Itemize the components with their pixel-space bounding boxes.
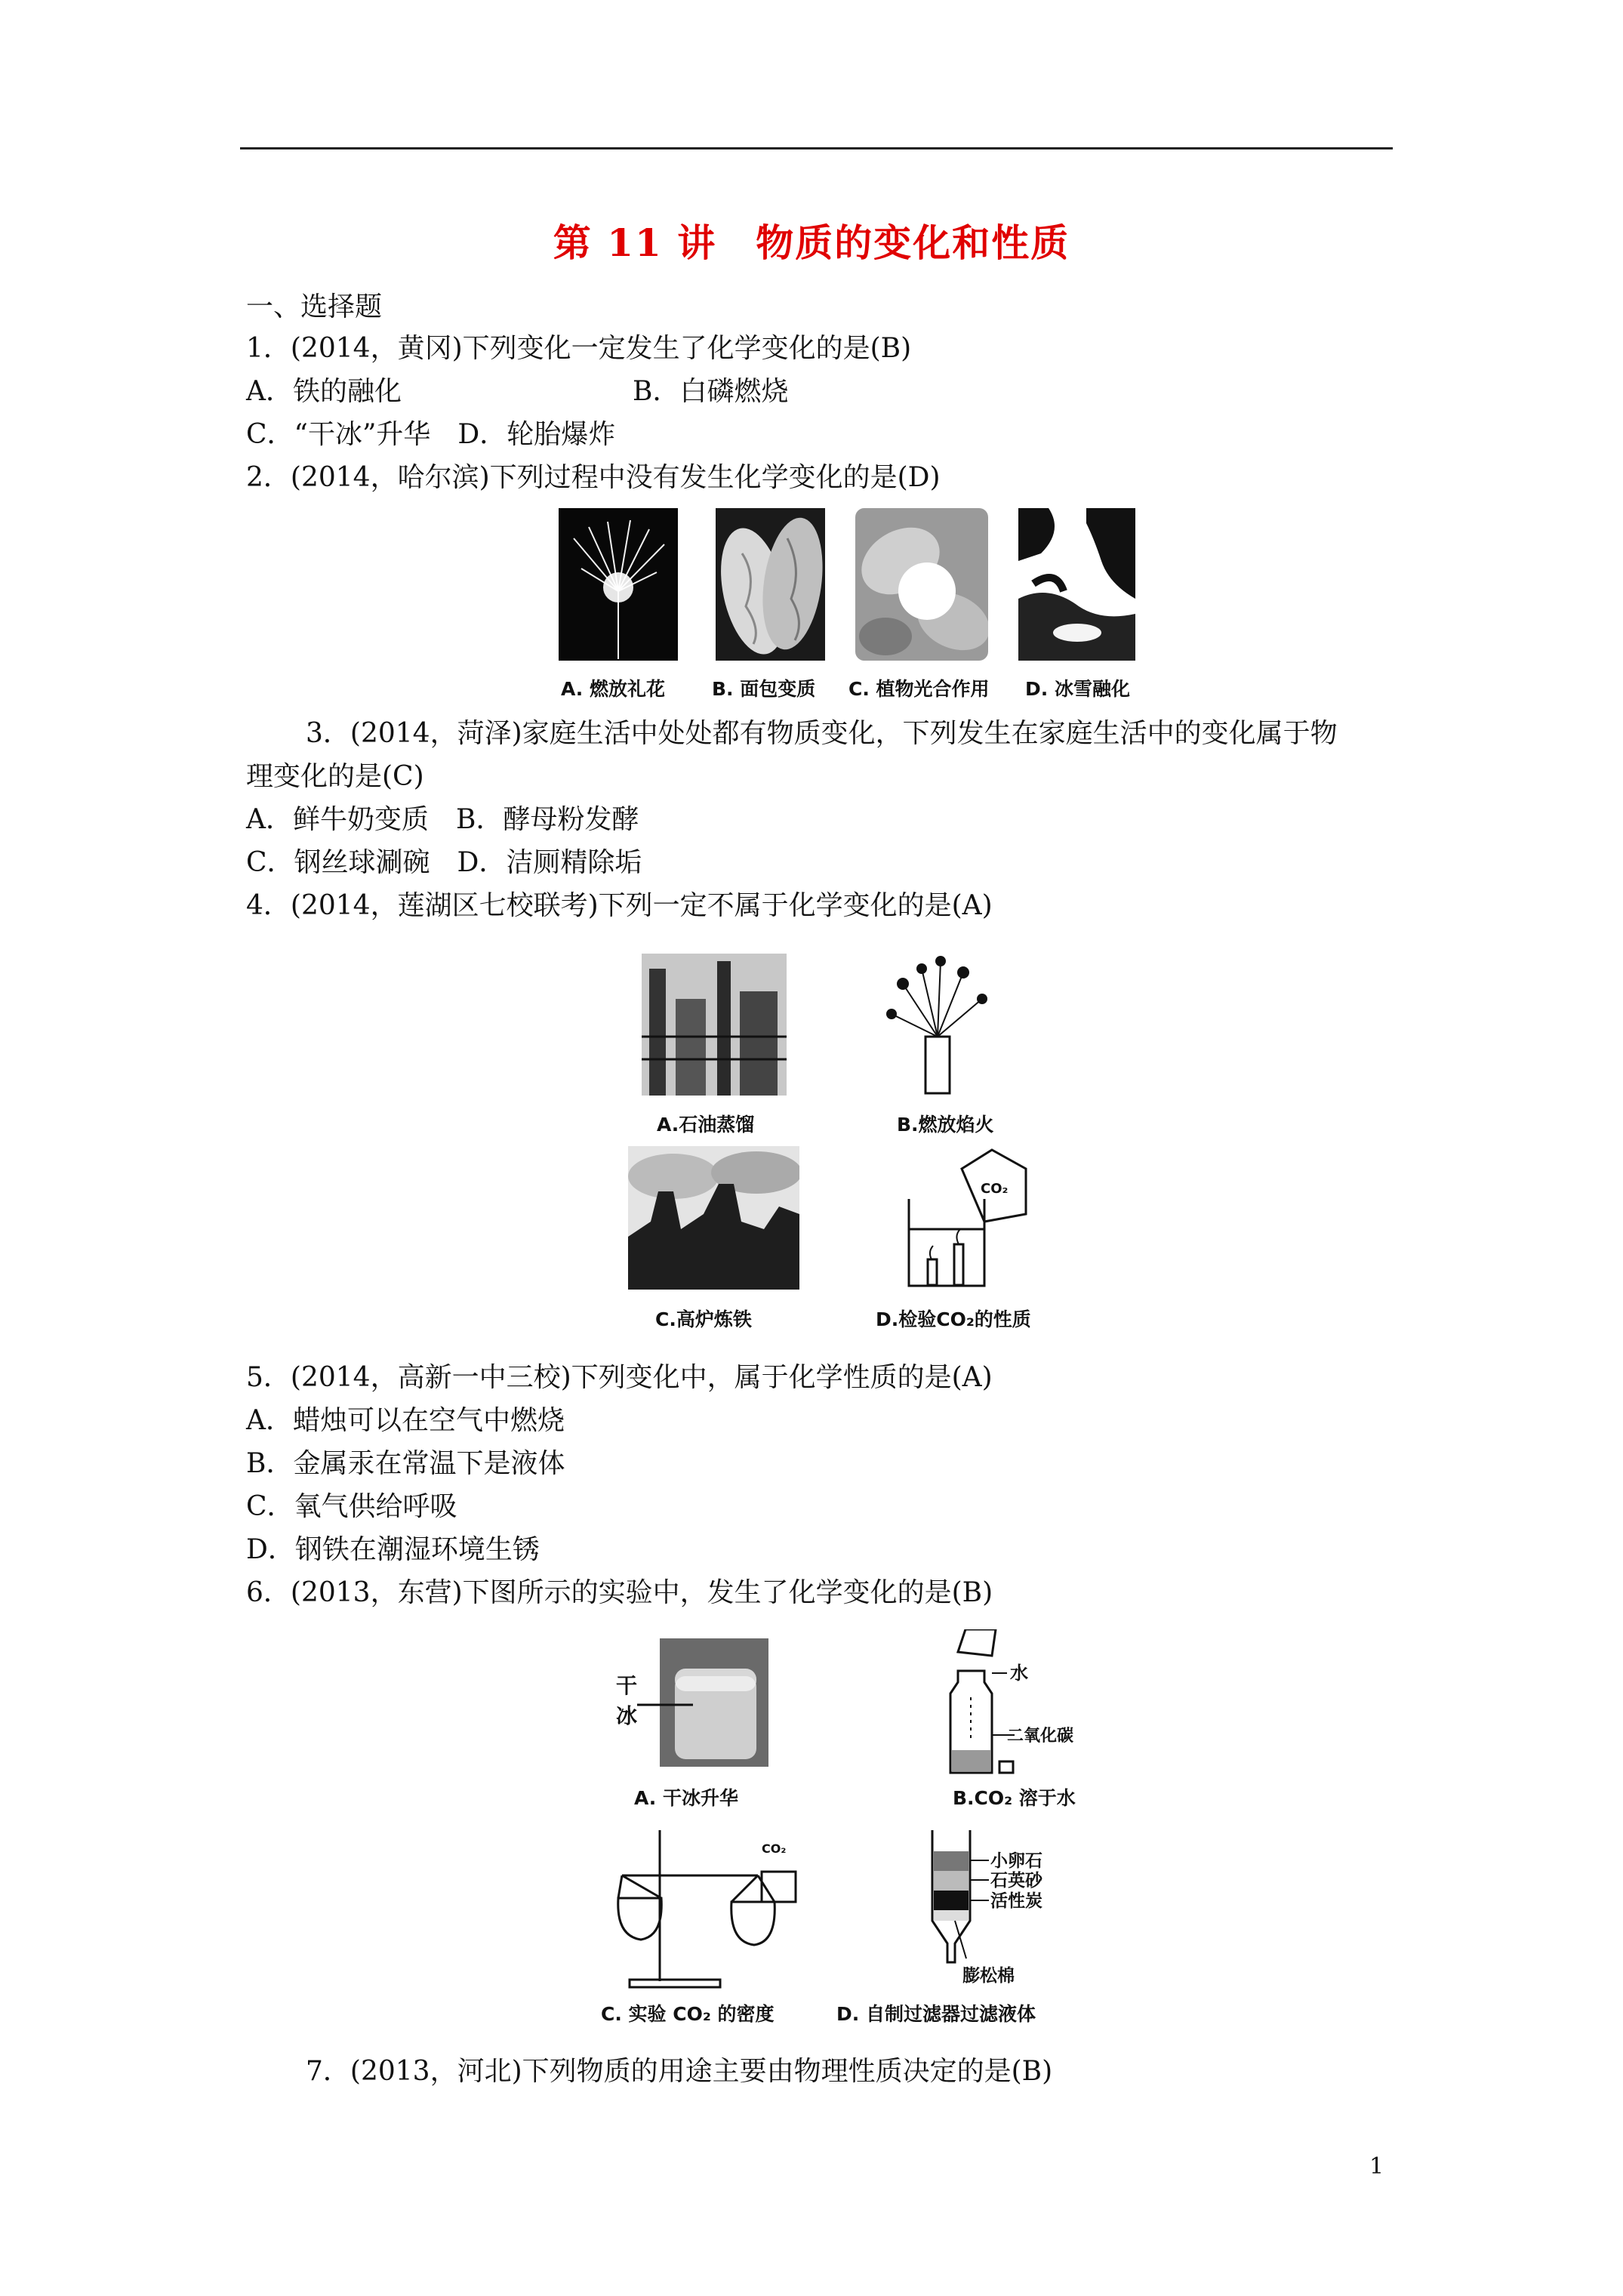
- q7-stem: 7．(2013，河北)下列物质的用途主要由物理性质决定的是(B): [306, 2056, 1053, 2087]
- q2-figure-d-snow-melting: [1018, 508, 1135, 661]
- q4-figure-d-co2-test: [894, 1146, 1030, 1290]
- q4-caption-d: D.检验CO₂的性质: [876, 1308, 1031, 1330]
- q5-stem: 5．(2014，高新一中三校)下列变化中，属于化学性质的是(A): [246, 1362, 993, 1393]
- q1-option-b: B．白磷燃烧: [633, 376, 789, 407]
- q6-figure-d-filter: [921, 1830, 1087, 1989]
- q6-dry-ice-label-1: 干: [616, 1673, 638, 1698]
- q2-caption-c: C. 植物光合作用: [848, 678, 990, 700]
- q4-figure-a-refinery: [642, 954, 787, 1096]
- q3-stem-line2: 理变化的是(C): [246, 761, 424, 792]
- q4-caption-b: B.燃放焰火: [897, 1114, 994, 1136]
- q5-option-c: C．氧气供给呼吸: [246, 1491, 457, 1522]
- q2-caption-b: B. 面包变质: [712, 678, 816, 700]
- page-title: 第 11 讲 物质的变化和性质: [553, 220, 1070, 265]
- q6-dry-ice-label-2: 冰: [616, 1703, 638, 1728]
- q2-figure-b-bread: [716, 508, 825, 661]
- q5-option-d: D．钢铁在潮湿环境生锈: [246, 1534, 540, 1565]
- q2-stem: 2．(2014，哈尔滨)下列过程中没有发生化学变化的是(D): [246, 462, 941, 493]
- q5-option-b: B．金属汞在常温下是液体: [246, 1448, 565, 1479]
- q6-caption-c: C. 实验 CO₂ 的密度: [601, 2003, 775, 2025]
- q3-option-ab: A．鲜牛奶变质 B．酵母粉发酵: [246, 804, 639, 835]
- q2-figure-c-photosynthesis: [855, 508, 988, 661]
- q3-stem-line1: 3．(2014，菏泽)家庭生活中处处都有物质变化，下列发生在家庭生活中的变化属于物: [306, 718, 1338, 749]
- section-heading: 一、选择题: [246, 291, 383, 322]
- q6-caption-b: B.CO₂ 溶于水: [953, 1787, 1076, 1809]
- q1-option-cd: C．“干冰”升华 D．轮胎爆炸: [246, 419, 616, 450]
- q6-co2-small-label: CO₂: [762, 1841, 787, 1856]
- q6-caption-d: D. 自制过滤器过滤液体: [836, 2003, 1036, 2025]
- q1-stem: 1．(2014，黄冈)下列变化一定发生了化学变化的是(B): [246, 333, 912, 364]
- q2-caption-d: D. 冰雪融化: [1025, 678, 1130, 700]
- q6-water-label: 水: [1010, 1663, 1028, 1684]
- q2-caption-a: A. 燃放礼花: [561, 678, 666, 700]
- q4-stem: 4．(2014，莲湖区七校联考)下列一定不属于化学变化的是(A): [246, 890, 993, 921]
- q4-caption-a: A.石油蒸馏: [657, 1114, 755, 1136]
- header-rule: [240, 147, 1393, 149]
- q6-figure-a-dry-ice: [610, 1638, 768, 1767]
- q6-stem: 6．(2013，东营)下图所示的实验中，发生了化学变化的是(B): [246, 1577, 993, 1608]
- q1-option-a: A．铁的融化: [246, 376, 402, 407]
- q6-co2-gas-label: 二氧化碳: [1007, 1727, 1074, 1746]
- q4-figure-c-blast-furnace: [628, 1146, 799, 1290]
- q6-caption-a: A. 干冰升华: [634, 1787, 739, 1809]
- q6-quartz-label: 石英砂: [990, 1871, 1042, 1891]
- q4-caption-c: C.高炉炼铁: [655, 1308, 752, 1330]
- q3-option-cd: C．钢丝球涮碗 D．洁厕精除垢: [246, 847, 642, 878]
- q4-figure-b-fireworks-drawing: [880, 954, 995, 1096]
- q6-figure-b-co2-bottle: [932, 1629, 1083, 1774]
- q6-pebbles-label: 小卵石: [990, 1851, 1042, 1871]
- q6-cotton-label: 膨松棉: [962, 1966, 1015, 1986]
- q6-carbon-label: 活性炭: [990, 1891, 1042, 1911]
- q2-figure-a-fireworks: [559, 508, 678, 661]
- q4-bottle-label: CO₂: [981, 1181, 1009, 1197]
- q6-figure-c-co2-density: [607, 1830, 817, 1989]
- q5-option-a: A．蜡烛可以在空气中燃烧: [246, 1405, 565, 1436]
- page-number: 1: [1369, 2153, 1384, 2180]
